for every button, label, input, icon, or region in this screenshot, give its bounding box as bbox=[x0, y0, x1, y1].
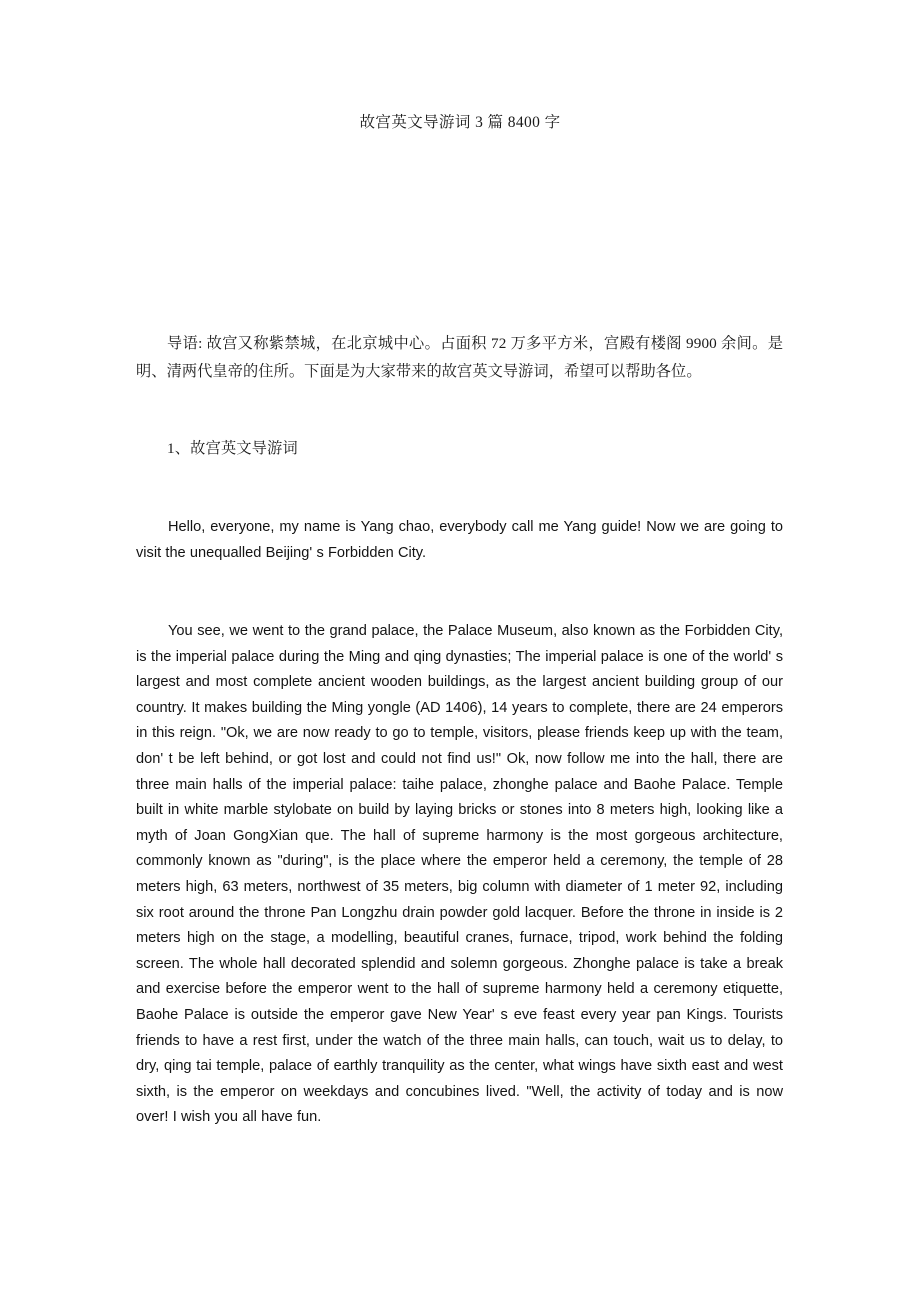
document-title: 故宫英文导游词 3 篇 8400 字 bbox=[359, 114, 561, 131]
section-heading-1: 1、故宫英文导游词 bbox=[167, 440, 298, 457]
body-paragraph-1: Hello, everyone, my name is Yang chao, everybody call me Yang guide! Now we are going to visit the unequalled Beijing' s Forbidden City. bbox=[136, 519, 783, 561]
body-paragraph-2: You see, we went to the grand palace, the Palace Museum, also known as the Forbidden City, is the imperial palace during the Ming and qing dynasties; The imperial palace is one of the world' s largest and most complete ancient wooden buildings, as the largest ancient building group of our country. It makes building the Ming yongle (AD 1406), 14 years to complete, there are 24 emperors in this reign. "Ok, we are now ready to go to temple, visitors, please friends keep up with the team, don' t be left behind, or got lost and could not find us!" Ok, now follow me into the hall, there are three main halls of the imperial palace: taihe palace, zhonghe palace and Baohe Palace. Temple built in white marble stylobate on build by laying bricks or stones into 8 meters high, looking like a myth of Joan GongXian que. The hall of supreme harmony is the most gorgeous architecture, commonly known as "during", is the place where the emperor held a ceremony, the temple of 28 meters high, 63 meters, northwest of 35 meters, big column with diameter of 1 meter 92, including six root around the throne Pan Longzhu drain powder gold lacquer. Before the throne in inside is 2 meters high on the stage, a modelling, beautiful cranes, furnace, tripod, work behind the folding screen. The whole hall decorated splendid and solemn gorgeous. Zhonghe palace is take a break and exercise before the emperor went to the hall of supreme harmony held a ceremony etiquette, Baohe Palace is outside the emperor gave New Year' s eve feast every year pan Kings. Tourists friends to have a rest first, under the watch of the three main halls, can touch, wait us to delay, to dry, qing tai temple, palace of earthly tranquility as the center, what wings have sixth east and west sixth, is the emperor on weekdays and concubines lived. "Well, the activity of today and is now over! I wish you all have fun. bbox=[136, 623, 783, 1126]
lead-paragraph: 导语: 故宫又称紫禁城，在北京城中心。占面积 72 万多平方米，宫殿有楼阁 9900 余间。是明、清两代皇帝的住所。下面是为大家带来的故宫英文导游词，希望可以帮助各位。 bbox=[136, 335, 783, 380]
